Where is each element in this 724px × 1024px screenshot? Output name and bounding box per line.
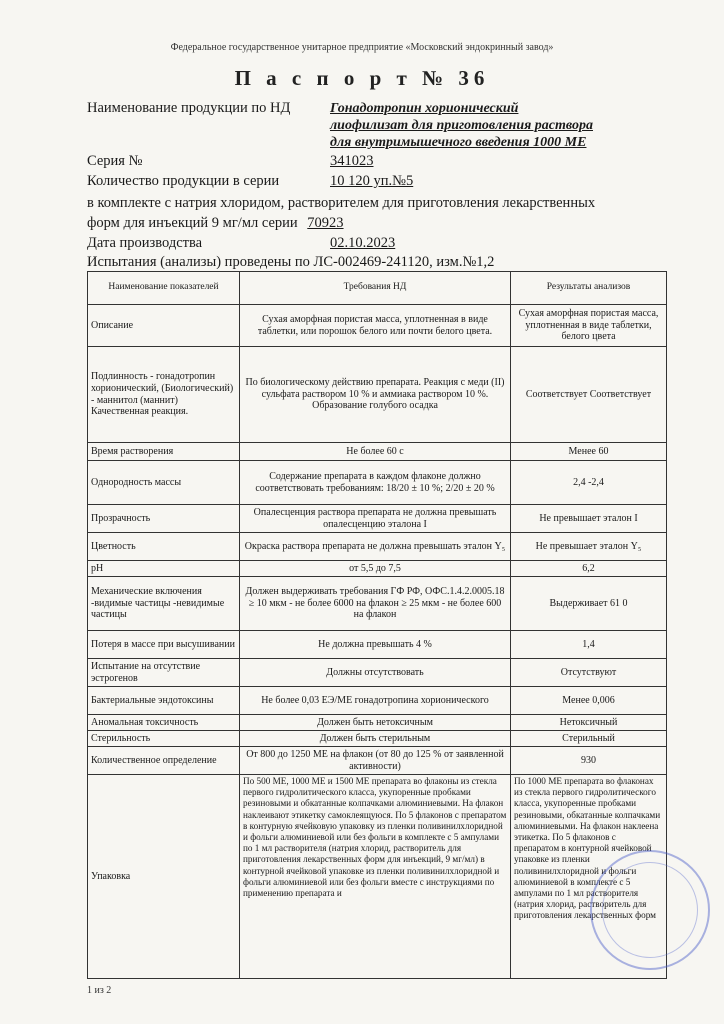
row-result: 2,4 -2,4 bbox=[511, 461, 667, 505]
row-requirement: Сухая аморфная пористая масса, уплотненная в виде таблетки, или порошок белого или почти белого цвета. bbox=[240, 305, 511, 347]
date-label: Дата производства bbox=[87, 235, 203, 251]
product-line: лиофилизат для приготовления раствора bbox=[330, 118, 593, 133]
kit-line-2 bbox=[87, 215, 344, 232]
row-result: Не превышает эталон I bbox=[511, 505, 667, 533]
table-row bbox=[88, 347, 667, 443]
row-indicator: Подлинность - гонадотропин хорионический, (Биологический) - маннитол (маннит) Качественная реакция. bbox=[88, 347, 240, 443]
table-row bbox=[88, 775, 667, 979]
table-row bbox=[88, 533, 667, 561]
row-indicator: Количественное определение bbox=[88, 747, 240, 775]
row-result: Сухая аморфная пористая масса, уплотненная в виде таблетки, белого цвета bbox=[511, 305, 667, 347]
row-indicator: Бактериальные эндотоксины bbox=[88, 687, 240, 715]
row-requirement: Содержание препарата в каждом флаконе должно соответствовать требованиям: 18/20 ± 10 %; 2/20 ± 20 % bbox=[240, 461, 511, 505]
row-indicator: Упаковка bbox=[88, 775, 240, 979]
row-requirement: По биологическому действию препарата. Реакция с меди (II) сульфата раствором 10 % и аммиака раствором 10 %. Образование голубого осадка bbox=[240, 347, 511, 443]
product-line: для внутримышечного введения 1000 МЕ bbox=[330, 135, 587, 150]
table-row bbox=[88, 305, 667, 347]
row-result: Менее 60 bbox=[511, 443, 667, 461]
row-indicator: Стерильность bbox=[88, 731, 240, 747]
kit-line-1: в комплекте с натрия хлоридом, растворителем для приготовления лекарственных bbox=[87, 195, 596, 211]
table-row bbox=[88, 747, 667, 775]
row-indicator: Прозрачность bbox=[88, 505, 240, 533]
row-indicator: Однородность массы bbox=[88, 461, 240, 505]
row-requirement: Опалесценция раствора препарата не должна превышать опалесценцию эталона I bbox=[240, 505, 511, 533]
header-result: Результаты анализов bbox=[511, 272, 667, 305]
row-indicator: Описание bbox=[88, 305, 240, 347]
results-table bbox=[87, 271, 667, 979]
table-row bbox=[88, 687, 667, 715]
table-row bbox=[88, 577, 667, 631]
row-requirement: Окраска раствора препарата не должна превышать эталон Y₅ bbox=[240, 533, 511, 561]
series-label: Серия № bbox=[87, 153, 143, 169]
row-result: Нетоксичный bbox=[511, 715, 667, 731]
row-indicator: Испытание на отсутствие эстрогенов bbox=[88, 659, 240, 687]
row-result: 6,2 bbox=[511, 561, 667, 577]
product-label: Наименование продукции по НД bbox=[87, 100, 291, 116]
row-indicator: Цветность bbox=[88, 533, 240, 561]
table-row bbox=[88, 731, 667, 747]
row-indicator: pH bbox=[88, 561, 240, 577]
header-requirement: Требования НД bbox=[240, 272, 511, 305]
row-indicator: Время растворения bbox=[88, 443, 240, 461]
table-row bbox=[88, 505, 667, 533]
series-value: 341023 bbox=[330, 153, 374, 169]
tests-line: Испытания (анализы) проведены по ЛС-002469-241120, изм.№1,2 bbox=[87, 254, 495, 270]
row-result: 1,4 bbox=[511, 631, 667, 659]
row-requirement: Должен быть нетоксичным bbox=[240, 715, 511, 731]
table-row bbox=[88, 715, 667, 731]
row-result: Не превышает эталон Y₅ bbox=[511, 533, 667, 561]
row-result: Соответствует Соответствует bbox=[511, 347, 667, 443]
row-result: Выдерживает 61 0 bbox=[511, 577, 667, 631]
quantity-label: Количество продукции в серии bbox=[87, 173, 280, 189]
row-result: 930 bbox=[511, 747, 667, 775]
table-row bbox=[88, 659, 667, 687]
table-row bbox=[88, 443, 667, 461]
kit-series-value: 70923 bbox=[307, 215, 344, 231]
row-requirement: от 5,5 до 7,5 bbox=[240, 561, 511, 577]
row-result: Отсутствуют bbox=[511, 659, 667, 687]
row-requirement: Должны отсутствовать bbox=[240, 659, 511, 687]
table-header-row bbox=[88, 272, 667, 305]
organization-name: Федеральное государственное унитарное предприятие «Московский эндокринный завод» bbox=[170, 42, 554, 53]
quantity-value: 10 120 уп.№5 bbox=[330, 173, 414, 189]
row-requirement: Не более 60 с bbox=[240, 443, 511, 461]
page-number: 1 из 2 bbox=[87, 985, 112, 996]
row-requirement: Не более 0,03 ЕЭ/МЕ гонадотропина хорионического bbox=[240, 687, 511, 715]
row-indicator: Механические включения -видимые частицы -невидимые частицы bbox=[88, 577, 240, 631]
document-title: П а с п о р т № 36 bbox=[234, 66, 490, 90]
row-indicator: Потеря в массе при высушивании bbox=[88, 631, 240, 659]
table-row bbox=[88, 631, 667, 659]
product-name bbox=[330, 100, 670, 151]
row-requirement: От 800 до 1250 МЕ на флакон (от 80 до 125 % от заявленной активности) bbox=[240, 747, 511, 775]
row-requirement: Должен выдерживать требования ГФ РФ, ОФС.1.4.2.0005.18 ≥ 10 мкм - не более 6000 на флакон ≥ 25 мкм - не более 600 на флакон bbox=[240, 577, 511, 631]
product-line: Гонадотропин хорионический bbox=[330, 101, 519, 116]
row-requirement: Должен быть стерильным bbox=[240, 731, 511, 747]
table-row bbox=[88, 561, 667, 577]
header-indicator: Наименование показателей bbox=[88, 272, 240, 305]
table-row bbox=[88, 461, 667, 505]
row-indicator: Аномальная токсичность bbox=[88, 715, 240, 731]
row-requirement: Не должна превышать 4 % bbox=[240, 631, 511, 659]
kit-line-2-text: форм для инъекций 9 мг/мл серии bbox=[87, 215, 298, 231]
date-value: 02.10.2023 bbox=[330, 235, 396, 251]
row-result: Менее 0,006 bbox=[511, 687, 667, 715]
row-requirement: По 500 МЕ, 1000 МЕ и 1500 МЕ препарата во флаконы из стекла первого гидролитического класса, укупоренные пробками резиновыми и обкатанные колпачками алюминиевыми. На флакон наклеивают этикетку самоклеящуюся. По 5 флаконов с препаратом в контурную ячейковую упаковку из пленки поливинилхлоридной и фольги алюминиевой или без фольги в комплекте с 5 ампулами по 1 мл растворителя (натрия хлорид, растворитель для приготовления лекарственных форм для инъекций, 9 мг/мл) в контурной ячейковой упаковке из пленки поливинилхлоридной и фольги алюминиевой или без фольги вместе с инструкциями по применению препарата и bbox=[240, 775, 511, 979]
row-result: По 1000 МЕ препарата во флаконах из стекла первого гидролитического класса, укупоренные пробками резиновыми, обкатанные колпачками алюминиевыми. На флакон наклеена этикетка. По 5 флаконов с препаратом в контурной ячейковой упаковке из пленки поливинилхлоридной и фольги алюминиевой в комплекте с 5 ампулами по 1 мл растворителя (натрия хлорид, растворитель для приготовления лекарственных форм bbox=[511, 775, 667, 979]
row-result: Стерильный bbox=[511, 731, 667, 747]
